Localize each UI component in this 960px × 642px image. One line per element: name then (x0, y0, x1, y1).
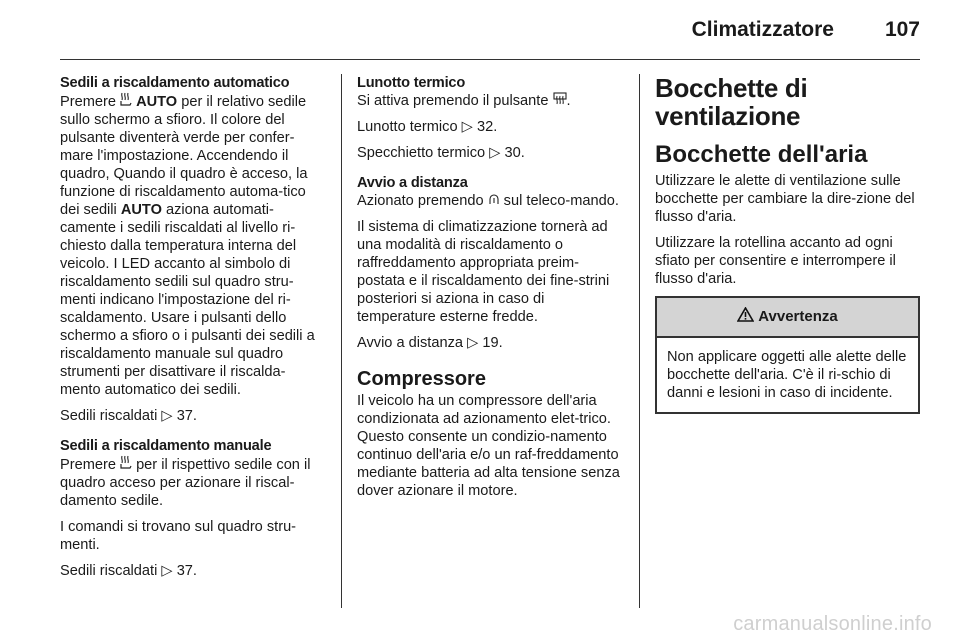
warning-header (657, 298, 918, 338)
heading-auto-heated-seats: Sedili a riscaldamento automatico (60, 75, 290, 91)
paragraph-climate-mode: Il sistema di climatizzazione tornerà ad una modalità di riscaldamento o raffreddamento appropriata preim-postata e il riscaldamento dei fine-strini posteriori si aziona in caso di temperature esterne fredde. (357, 219, 610, 325)
cross-reference[interactable]: Avvio a distanza ▷ 19. (357, 335, 503, 351)
watermark-text: carmanualsonline.info (733, 613, 932, 635)
column-divider-1 (341, 74, 342, 608)
heading-air-vents: Bocchette dell'aria (655, 141, 868, 168)
paragraph-auto-heated-seats: Premere AUTO per il relativo sedile sullo schermo a sfioro. Il colore del pulsante diventerà verde per confer-mare l'impostazione. Accendendo il quadro, Quando il quadro è acceso, la funzione di riscaldamento automa-tico dei sedili AUTO aziona automati-camente i sedili riscaldati al livello ri-chiesto dalla temperatura interna del veicolo. I LED accanto al simbolo di riscaldamento sedili sul quadro stru-menti indicano l'impostazione del ri-scaldamento. Usare i pulsanti dello schermo a sfioro o i pulsanti dei sedili a riscaldamento manuale sul quadro strumenti per disattivare il riscalda-mento automatico dei sedili. (60, 94, 315, 398)
page-reference-icon: ▷ (489, 145, 501, 161)
column-2 (357, 74, 623, 508)
paragraph-rear-defroster: Si attiva premendo il pulsante . (357, 93, 571, 109)
cross-reference[interactable]: Sedili riscaldati ▷ 37. (60, 408, 197, 424)
heading-rear-defroster: Lunotto termico (357, 75, 466, 91)
paragraph-remote-start: Azionato premendo sul teleco-mando. (357, 193, 619, 209)
page-header (60, 0, 920, 60)
page-reference-icon: ▷ (161, 408, 173, 424)
cross-reference[interactable]: Sedili riscaldati ▷ 37. (60, 563, 197, 579)
chapter-title: Climatizzatore (691, 18, 834, 41)
column-divider-2 (639, 74, 640, 608)
cross-reference[interactable]: Specchietto termico ▷ 30. (357, 145, 525, 161)
remote-start-icon (488, 192, 500, 210)
cross-reference[interactable]: Lunotto termico ▷ 32. (357, 119, 498, 135)
page-number: 107 (884, 18, 920, 41)
paragraph-controls-location: I comandi si trovano sul quadro stru-menti. (60, 519, 297, 553)
paragraph-vent-wheel: Utilizzare la rotellina accanto ad ogni sfiato per consentire e interrompere il flusso d'aria. (655, 235, 896, 287)
warning-box (655, 296, 920, 414)
page-reference-icon: ▷ (461, 119, 473, 135)
paragraph-manual-heated-seats: Premere per il rispettivo sedile con il quadro acceso per azionare il riscal-damento sedile. (60, 457, 311, 509)
warning-text: Non applicare oggetti alle alette delle bocchette dell'aria. C'è il ri-schio di danni e lesioni in caso di incidente. (667, 349, 907, 401)
column-1 (60, 74, 325, 588)
paragraph-compressor: Il veicolo ha un compressore dell'aria condizionata ad azionamento elet-trico. Questo consente un condizio-namento continuo dell'aria e/o un raf-freddamento mediante batteria ad alta tensione senza dover azionare il motore. (357, 393, 620, 499)
heading-remote-start: Avvio a distanza (357, 175, 468, 191)
heading-compressor: Compressore (357, 368, 486, 390)
page-reference-icon: ▷ (161, 563, 173, 579)
heading-manual-heated-seats: Sedili a riscaldamento manuale (60, 438, 272, 454)
page-reference-icon: ▷ (467, 335, 479, 351)
warning-triangle-icon (737, 307, 754, 327)
paragraph-vent-louvers: Utilizzare le alette di ventilazione sulle bocchette per cambiare la dire-zione del flusso d'aria. (655, 173, 915, 225)
heated-seat-icon (120, 92, 132, 111)
rear-defrost-icon (553, 92, 567, 110)
column-3 (655, 74, 920, 414)
warning-title: Avvertenza (758, 308, 838, 325)
section-title-vents: Bocchette di ventilazione (655, 73, 808, 131)
heated-seat-icon (120, 455, 132, 474)
